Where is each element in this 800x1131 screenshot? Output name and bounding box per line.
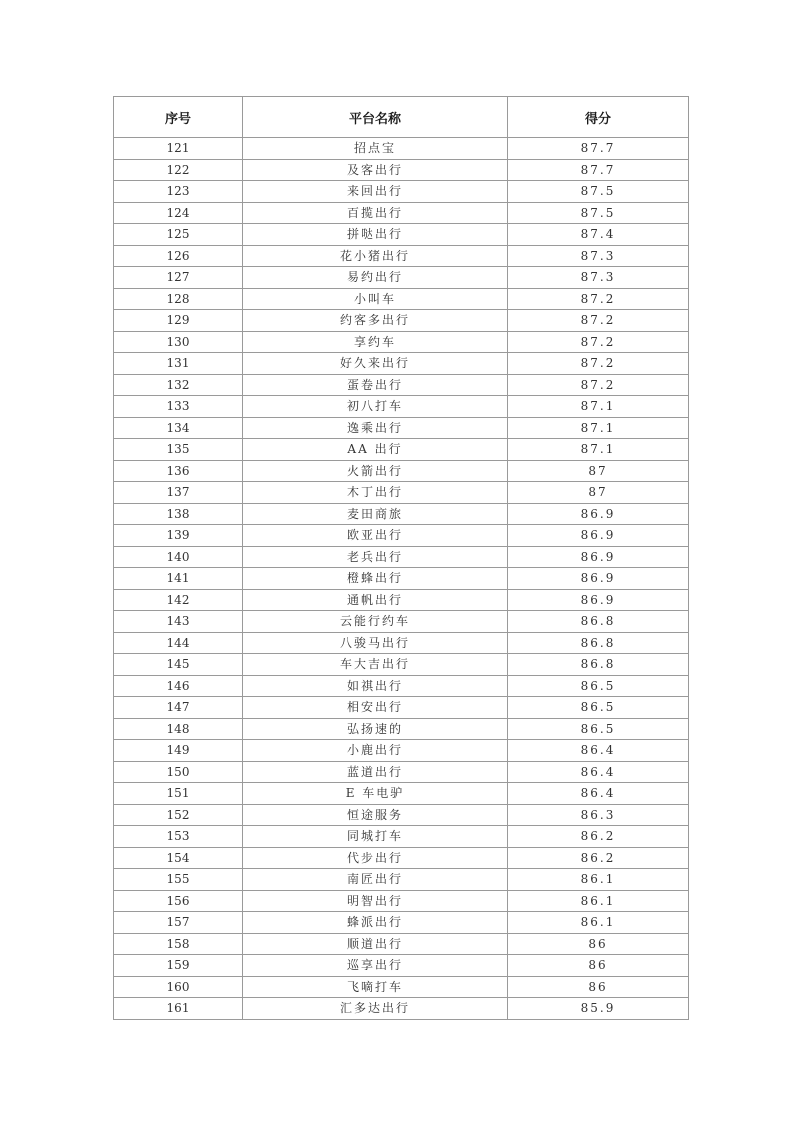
table-row xyxy=(114,783,689,805)
row-score: 86.1 xyxy=(508,912,689,934)
table-row xyxy=(114,611,689,633)
row-platform-name: E 车电驴 xyxy=(243,783,508,805)
row-score: 87.1 xyxy=(508,417,689,439)
table-row xyxy=(114,675,689,697)
row-score: 86.5 xyxy=(508,718,689,740)
row-index: 137 xyxy=(114,482,243,504)
table-row xyxy=(114,804,689,826)
row-score: 86.2 xyxy=(508,847,689,869)
row-platform-name: 通帆出行 xyxy=(243,589,508,611)
table-row xyxy=(114,589,689,611)
row-platform-name: 恒途服务 xyxy=(243,804,508,826)
table-body xyxy=(114,138,689,1020)
row-score: 87.4 xyxy=(508,224,689,246)
row-index: 121 xyxy=(114,138,243,160)
row-platform-name: 享约车 xyxy=(243,331,508,353)
row-index: 142 xyxy=(114,589,243,611)
table-row xyxy=(114,353,689,375)
row-platform-name: 小叫车 xyxy=(243,288,508,310)
row-index: 143 xyxy=(114,611,243,633)
row-score: 87.2 xyxy=(508,353,689,375)
row-index: 152 xyxy=(114,804,243,826)
table-row xyxy=(114,869,689,891)
table-row xyxy=(114,245,689,267)
table-row xyxy=(114,998,689,1020)
table-row xyxy=(114,439,689,461)
row-index: 144 xyxy=(114,632,243,654)
row-index: 154 xyxy=(114,847,243,869)
table-row xyxy=(114,761,689,783)
row-index: 145 xyxy=(114,654,243,676)
row-index: 134 xyxy=(114,417,243,439)
row-platform-name: 约客多出行 xyxy=(243,310,508,332)
row-platform-name: 老兵出行 xyxy=(243,546,508,568)
row-platform-name: 汇多达出行 xyxy=(243,998,508,1020)
table-row xyxy=(114,460,689,482)
row-score: 87.2 xyxy=(508,310,689,332)
row-platform-name: 巡享出行 xyxy=(243,955,508,977)
row-index: 151 xyxy=(114,783,243,805)
table-row xyxy=(114,718,689,740)
row-score: 86.9 xyxy=(508,525,689,547)
row-index: 147 xyxy=(114,697,243,719)
table-row xyxy=(114,224,689,246)
row-index: 140 xyxy=(114,546,243,568)
row-platform-name: 花小猪出行 xyxy=(243,245,508,267)
table-row xyxy=(114,697,689,719)
row-score: 86.9 xyxy=(508,503,689,525)
table-row xyxy=(114,374,689,396)
row-score: 86.1 xyxy=(508,869,689,891)
row-index: 128 xyxy=(114,288,243,310)
row-platform-name: 如祺出行 xyxy=(243,675,508,697)
row-index: 133 xyxy=(114,396,243,418)
row-platform-name: 弘扬速的 xyxy=(243,718,508,740)
row-index: 156 xyxy=(114,890,243,912)
row-score: 87.7 xyxy=(508,138,689,160)
row-platform-name: 车大吉出行 xyxy=(243,654,508,676)
row-index: 127 xyxy=(114,267,243,289)
row-platform-name: 来回出行 xyxy=(243,181,508,203)
table-row xyxy=(114,159,689,181)
row-score: 86.5 xyxy=(508,697,689,719)
row-platform-name: AA 出行 xyxy=(243,439,508,461)
row-index: 160 xyxy=(114,976,243,998)
row-index: 135 xyxy=(114,439,243,461)
row-index: 159 xyxy=(114,955,243,977)
row-score: 87 xyxy=(508,482,689,504)
row-score: 85.9 xyxy=(508,998,689,1020)
row-score: 86.4 xyxy=(508,783,689,805)
row-score: 87.1 xyxy=(508,439,689,461)
row-index: 153 xyxy=(114,826,243,848)
row-score: 86.9 xyxy=(508,546,689,568)
row-index: 138 xyxy=(114,503,243,525)
row-score: 86.4 xyxy=(508,740,689,762)
platform-score-table xyxy=(113,96,689,1020)
table-row xyxy=(114,890,689,912)
row-score: 87.1 xyxy=(508,396,689,418)
header-score: 得分 xyxy=(508,97,689,138)
row-score: 87.3 xyxy=(508,267,689,289)
table-row xyxy=(114,933,689,955)
row-index: 148 xyxy=(114,718,243,740)
row-index: 139 xyxy=(114,525,243,547)
table-row xyxy=(114,331,689,353)
row-index: 155 xyxy=(114,869,243,891)
table-row xyxy=(114,976,689,998)
row-platform-name: 南匠出行 xyxy=(243,869,508,891)
row-score: 86.2 xyxy=(508,826,689,848)
row-platform-name: 易约出行 xyxy=(243,267,508,289)
row-index: 129 xyxy=(114,310,243,332)
row-score: 86.8 xyxy=(508,632,689,654)
row-index: 125 xyxy=(114,224,243,246)
table-row xyxy=(114,267,689,289)
row-platform-name: 飞嘀打车 xyxy=(243,976,508,998)
table-row xyxy=(114,847,689,869)
row-platform-name: 橙蜂出行 xyxy=(243,568,508,590)
row-score: 86 xyxy=(508,955,689,977)
row-platform-name: 顺道出行 xyxy=(243,933,508,955)
row-platform-name: 蜂派出行 xyxy=(243,912,508,934)
row-score: 87.2 xyxy=(508,288,689,310)
table-row xyxy=(114,826,689,848)
table-row xyxy=(114,138,689,160)
row-platform-name: 八骏马出行 xyxy=(243,632,508,654)
row-index: 123 xyxy=(114,181,243,203)
header-platform-name: 平台名称 xyxy=(243,97,508,138)
row-index: 130 xyxy=(114,331,243,353)
row-index: 146 xyxy=(114,675,243,697)
row-index: 161 xyxy=(114,998,243,1020)
row-score: 87.2 xyxy=(508,374,689,396)
table-row xyxy=(114,482,689,504)
row-platform-name: 蛋卷出行 xyxy=(243,374,508,396)
row-index: 126 xyxy=(114,245,243,267)
row-platform-name: 招点宝 xyxy=(243,138,508,160)
row-platform-name: 代步出行 xyxy=(243,847,508,869)
table-row xyxy=(114,740,689,762)
row-index: 157 xyxy=(114,912,243,934)
row-index: 122 xyxy=(114,159,243,181)
row-score: 87 xyxy=(508,460,689,482)
row-platform-name: 初八打车 xyxy=(243,396,508,418)
row-platform-name: 小鹿出行 xyxy=(243,740,508,762)
row-score: 87.7 xyxy=(508,159,689,181)
row-platform-name: 拼哒出行 xyxy=(243,224,508,246)
row-platform-name: 木丁出行 xyxy=(243,482,508,504)
table-row xyxy=(114,546,689,568)
table-row xyxy=(114,632,689,654)
row-score: 87.5 xyxy=(508,181,689,203)
row-score: 86.5 xyxy=(508,675,689,697)
table-row xyxy=(114,525,689,547)
table-row xyxy=(114,503,689,525)
table-row xyxy=(114,396,689,418)
row-index: 131 xyxy=(114,353,243,375)
row-platform-name: 好久来出行 xyxy=(243,353,508,375)
row-platform-name: 及客出行 xyxy=(243,159,508,181)
table-row xyxy=(114,288,689,310)
table-row xyxy=(114,310,689,332)
row-platform-name: 逸乘出行 xyxy=(243,417,508,439)
row-platform-name: 火箭出行 xyxy=(243,460,508,482)
row-platform-name: 云能行约车 xyxy=(243,611,508,633)
row-score: 86.8 xyxy=(508,654,689,676)
row-score: 87.5 xyxy=(508,202,689,224)
row-platform-name: 明智出行 xyxy=(243,890,508,912)
row-platform-name: 麦田商旅 xyxy=(243,503,508,525)
row-score: 86 xyxy=(508,933,689,955)
table-row xyxy=(114,912,689,934)
table-row xyxy=(114,955,689,977)
row-index: 150 xyxy=(114,761,243,783)
row-index: 124 xyxy=(114,202,243,224)
row-score: 86.4 xyxy=(508,761,689,783)
row-index: 132 xyxy=(114,374,243,396)
table-row xyxy=(114,568,689,590)
table-header-row xyxy=(114,97,689,138)
row-index: 149 xyxy=(114,740,243,762)
row-index: 158 xyxy=(114,933,243,955)
row-score: 86.9 xyxy=(508,568,689,590)
table-row xyxy=(114,181,689,203)
table-row xyxy=(114,202,689,224)
row-index: 136 xyxy=(114,460,243,482)
row-platform-name: 相安出行 xyxy=(243,697,508,719)
header-index: 序号 xyxy=(114,97,243,138)
row-platform-name: 蓝道出行 xyxy=(243,761,508,783)
row-score: 87.3 xyxy=(508,245,689,267)
row-platform-name: 同城打车 xyxy=(243,826,508,848)
row-score: 86.8 xyxy=(508,611,689,633)
row-score: 87.2 xyxy=(508,331,689,353)
row-score: 86.9 xyxy=(508,589,689,611)
row-score: 86.1 xyxy=(508,890,689,912)
row-platform-name: 欧亚出行 xyxy=(243,525,508,547)
row-platform-name: 百揽出行 xyxy=(243,202,508,224)
table-row xyxy=(114,654,689,676)
row-score: 86.3 xyxy=(508,804,689,826)
table-row xyxy=(114,417,689,439)
row-score: 86 xyxy=(508,976,689,998)
row-index: 141 xyxy=(114,568,243,590)
